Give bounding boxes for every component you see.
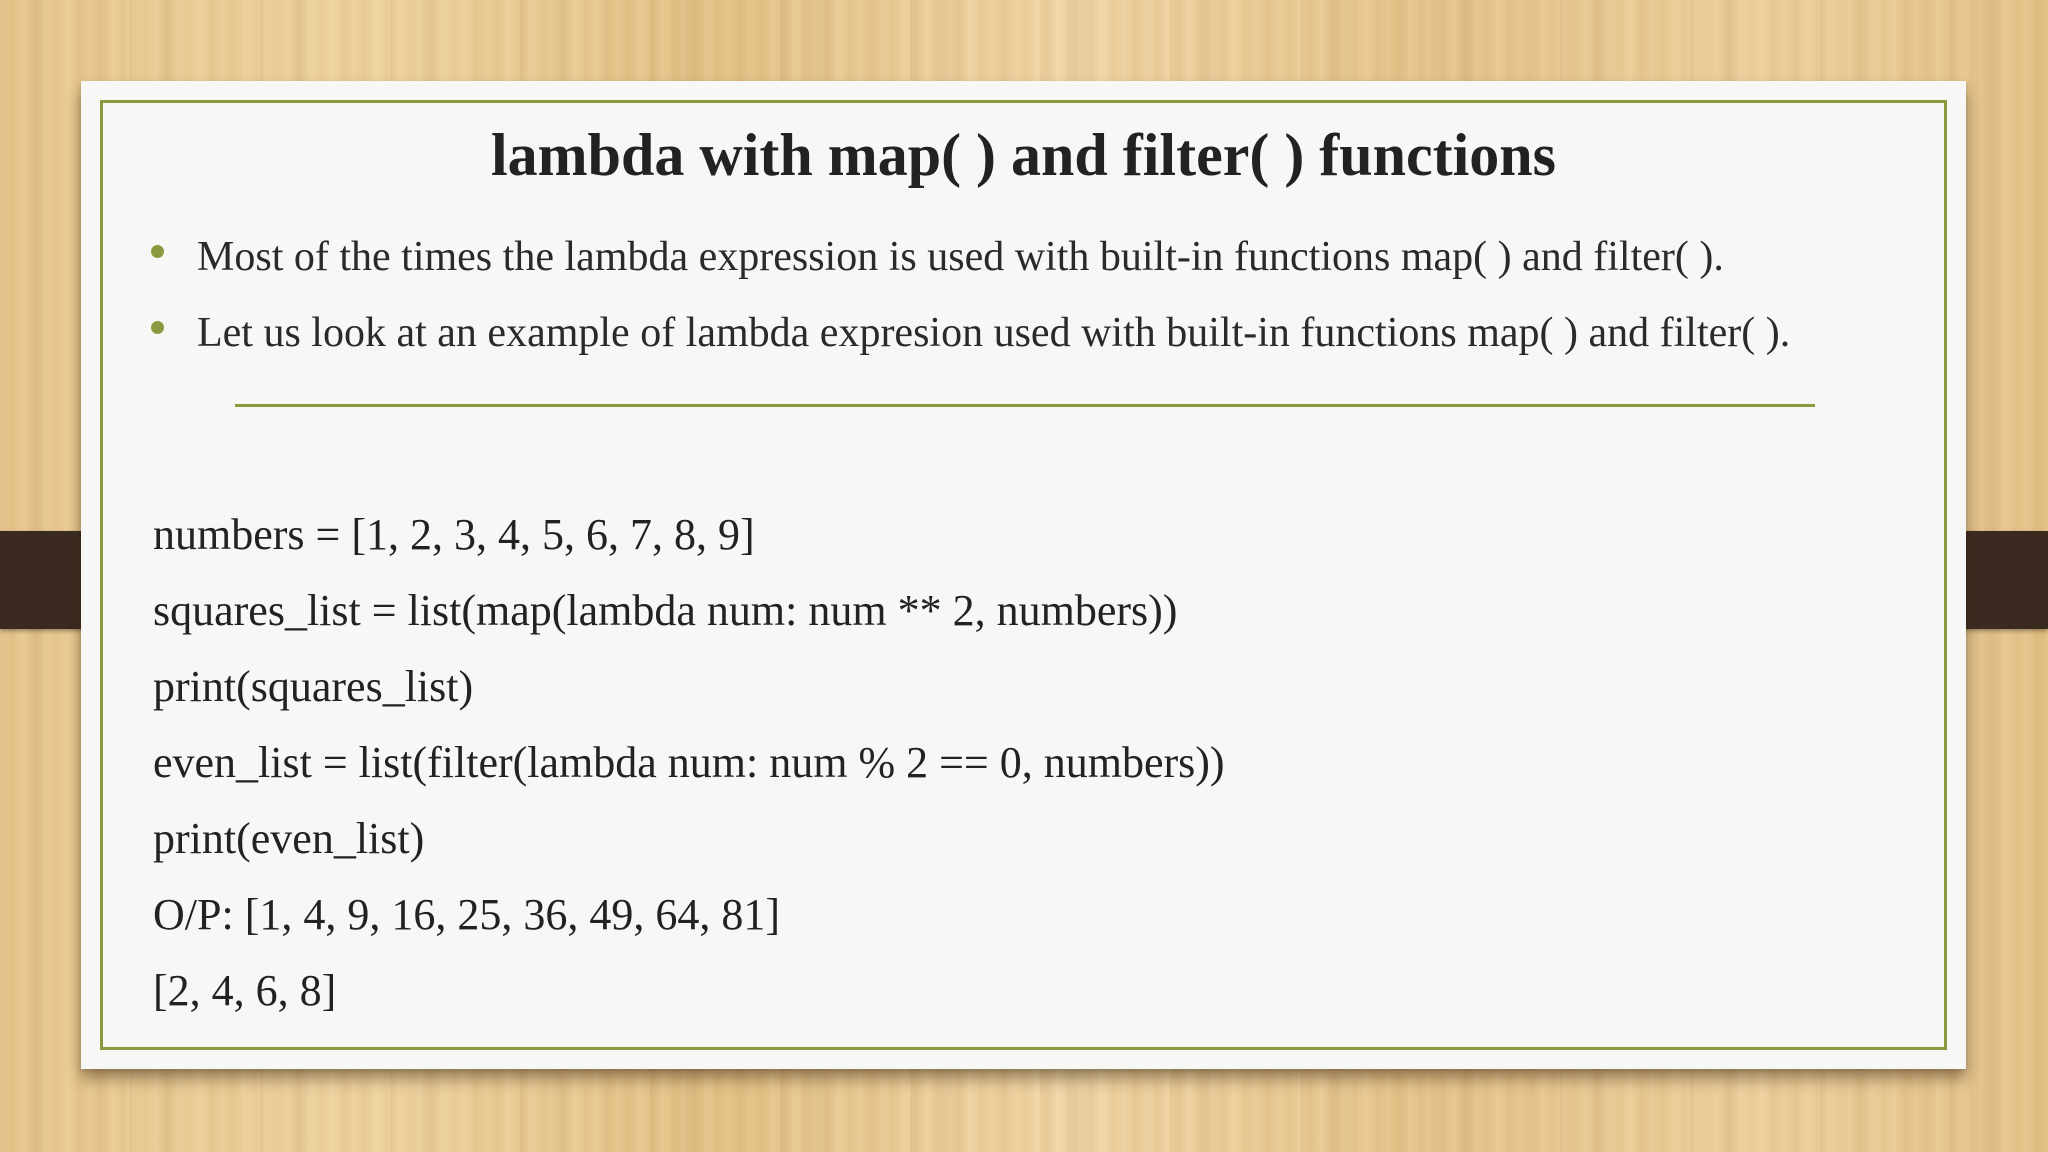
code-line: numbers = [1, 2, 3, 4, 5, 6, 7, 8, 9]	[153, 510, 755, 559]
code-block	[153, 510, 1225, 1067]
output-line: [2, 4, 6, 8]	[153, 966, 337, 1015]
bullet-text: Let us look at an example of lambda expresion used with built-in functions map( ) and filter( ).	[197, 310, 1791, 356]
bullet-text: Most of the times the lambda expression is used with built-in functions map( ) and filter( ).	[197, 234, 1724, 280]
code-line: even_list = list(filter(lambda num: num % 2 == 0, numbers))	[153, 738, 1225, 787]
bullet-dot-icon	[151, 245, 164, 258]
code-line: print(squares_list)	[153, 662, 474, 711]
slide	[81, 81, 1966, 1069]
bullet-item	[151, 233, 1946, 309]
code-line: print(even_list)	[153, 814, 425, 863]
slide-title: lambda with map( ) and filter( ) functions	[490, 122, 1557, 188]
bullet-item	[151, 309, 1946, 385]
code-line: squares_list = list(map(lambda num: num ** 2, numbers))	[153, 586, 1178, 635]
output-line: O/P: [1, 4, 9, 16, 25, 36, 49, 64, 81]	[153, 890, 780, 939]
bullet-dot-icon	[151, 321, 164, 334]
bullet-list	[151, 233, 1946, 385]
divider-line	[235, 404, 1815, 407]
